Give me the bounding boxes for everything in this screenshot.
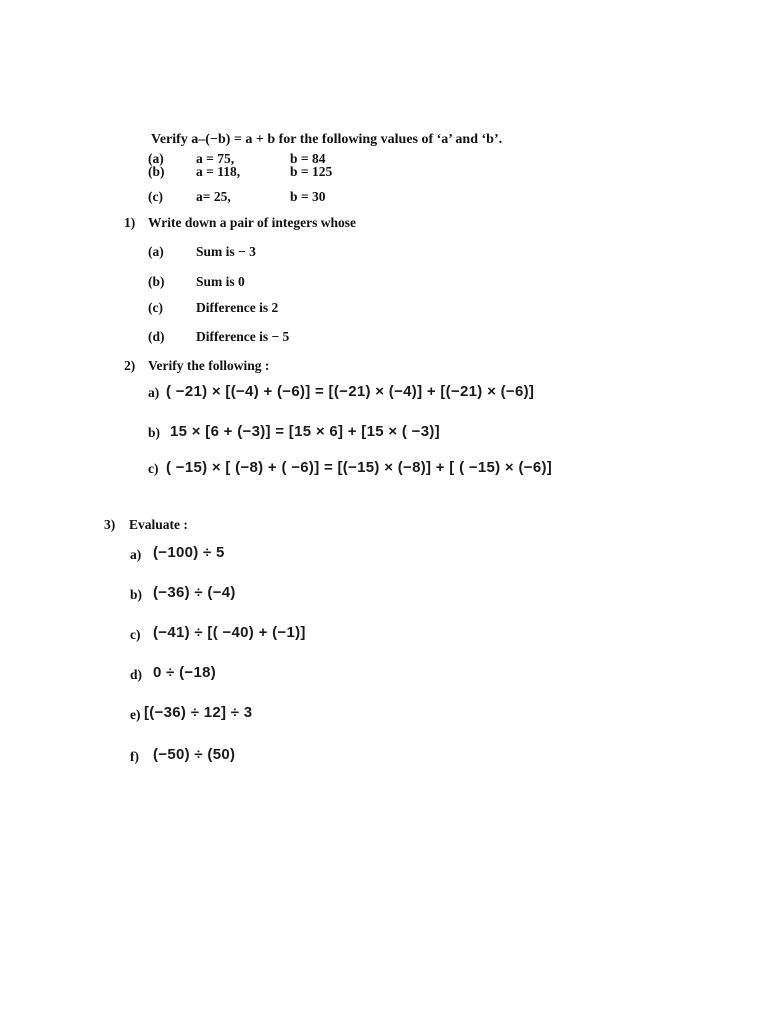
q2-title: Verify the following : xyxy=(148,358,270,373)
q1-item-c-text: Difference is 2 xyxy=(196,300,279,315)
q1-item-b-label: (b) xyxy=(148,274,165,289)
q3-item-a-label: a) xyxy=(130,547,142,562)
q3-item-f-expr: (−50) ÷ (50) xyxy=(153,746,236,763)
q1-item-b-text: Sum is 0 xyxy=(196,274,245,289)
q1-item-d-label: (d) xyxy=(148,329,165,344)
q3-title: Evaluate : xyxy=(129,517,188,532)
q1-number: 1) xyxy=(124,215,136,230)
q1-item-c-label: (c) xyxy=(148,300,163,315)
q2-item-c-expr: ( −15) × [ (−8) + ( −6)] = [(−15) × (−8)] + [ ( −15) × (−6)] xyxy=(166,459,553,476)
q3-item-e-label: e) xyxy=(130,707,141,722)
intro-row-a-a: a = 75, xyxy=(196,151,235,166)
intro-row-c-a: a= 25, xyxy=(196,189,231,204)
q2-item-b-expr: 15 × [6 + (−3)] = [15 × 6] + [15 × ( −3)] xyxy=(170,423,440,440)
q3-item-d-label: d) xyxy=(130,667,143,682)
intro-row-b-label: (b) xyxy=(148,164,165,179)
q1-item-a-label: (a) xyxy=(148,244,164,259)
q2-item-c-label: c) xyxy=(148,461,159,476)
q3-item-a-expr: (−100) ÷ 5 xyxy=(153,544,225,561)
q3-item-f-label: f) xyxy=(130,749,139,764)
q1-item-d-text: Difference is − 5 xyxy=(196,329,290,344)
intro-row-c-label: (c) xyxy=(148,189,163,204)
q2-number: 2) xyxy=(124,358,136,373)
intro-row-a-b: b = 84 xyxy=(290,151,326,166)
q3-item-b-label: b) xyxy=(130,587,143,602)
intro-row-b-b: b = 125 xyxy=(290,164,333,179)
intro-row-c-b: b = 30 xyxy=(290,189,326,204)
q3-item-d-expr: 0 ÷ (−18) xyxy=(153,664,217,681)
q1-item-a-text: Sum is − 3 xyxy=(196,244,256,259)
intro-row-b-a: a = 118, xyxy=(196,164,241,179)
q3-item-e-expr: [(−36) ÷ 12] ÷ 3 xyxy=(144,704,253,721)
q2-item-a-expr: ( −21) × [(−4) + (−6)] = [(−21) × (−4)] + [(−21) × (−6)] xyxy=(166,383,535,400)
q2-item-b-label: b) xyxy=(148,425,161,440)
q3-number: 3) xyxy=(104,517,116,532)
q3-item-c-expr: (−41) ÷ [( −40) + (−1)] xyxy=(153,624,306,641)
intro-title: Verify a–(−b) = a + b for the following values of ‘a’ and ‘b’. xyxy=(151,132,503,147)
q2-item-a-label: a) xyxy=(148,385,160,400)
q3-item-c-label: c) xyxy=(130,627,141,642)
intro-row-a-label: (a) xyxy=(148,151,164,166)
q1-title: Write down a pair of integers whose xyxy=(148,215,356,230)
q3-item-b-expr: (−36) ÷ (−4) xyxy=(153,584,236,601)
